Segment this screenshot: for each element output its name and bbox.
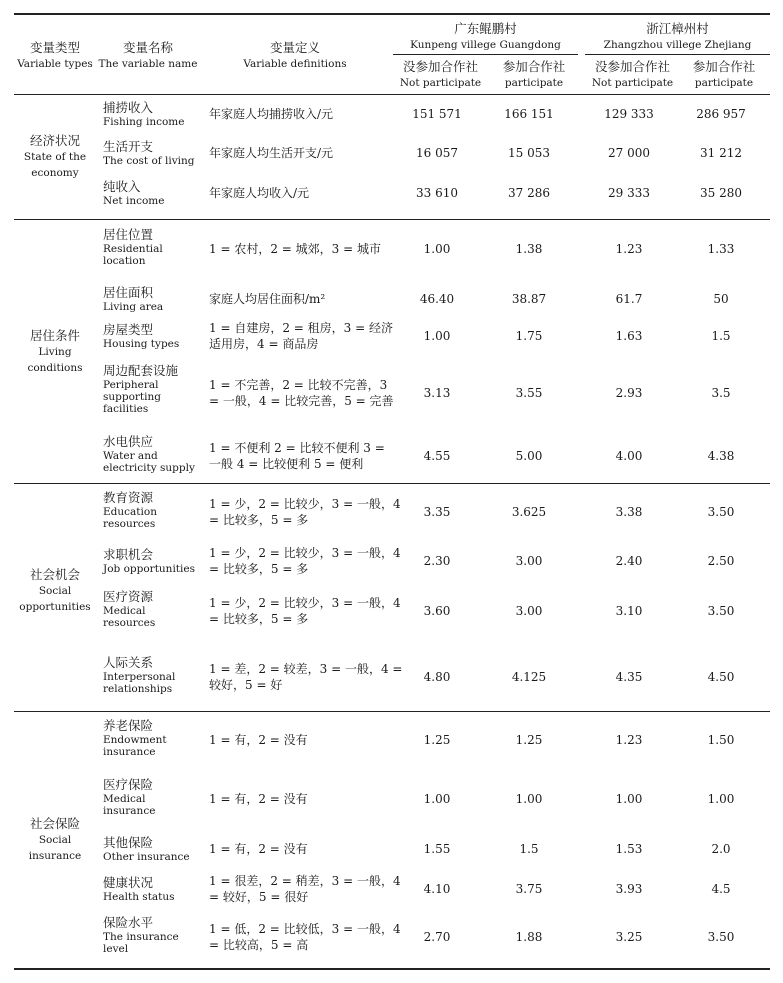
row-value-g1-participate: 3.55 bbox=[515, 386, 543, 400]
row-value-g1-participate: 4.125 bbox=[511, 670, 547, 684]
row-name-en: Interpersonal bbox=[103, 671, 176, 683]
row-variable-name bbox=[103, 320, 179, 350]
row-definition bbox=[209, 921, 401, 953]
row-value-g1-participate: 3.00 bbox=[515, 554, 543, 568]
row-value-g2-not-participate: 29 333 bbox=[608, 186, 650, 200]
row-definition-line: 一般 4 = 比较便利 5 = 便利 bbox=[209, 457, 364, 471]
row-definition-line: 年家庭人均捕捞收入/元 bbox=[209, 107, 334, 121]
row-value-g1-participate: 3.00 bbox=[515, 604, 543, 618]
row-definition-line: 年家庭人均收入/元 bbox=[209, 186, 310, 200]
row-value-g2-not-participate: 4.00 bbox=[615, 449, 643, 463]
row-value-g1-participate: 38.87 bbox=[511, 292, 547, 306]
row-name-en: The insurance bbox=[103, 931, 179, 943]
row-name-en: Water and bbox=[103, 450, 158, 462]
row-definition-line: 1 = 有，2 = 没有 bbox=[209, 733, 308, 747]
row-name-zh: 捕捞收入 bbox=[103, 100, 154, 115]
row-definition-line: 1 = 有，2 = 没有 bbox=[209, 842, 308, 856]
row-definition-line: = 较好，5 = 很好 bbox=[209, 890, 309, 904]
row-value-g2-not-participate: 2.93 bbox=[615, 386, 643, 400]
group-header-rule-2 bbox=[585, 54, 770, 55]
row-value-g1-not-participate: 1.00 bbox=[423, 792, 451, 806]
row-value-g1-participate: 37 286 bbox=[508, 186, 550, 200]
row-variable-name bbox=[103, 137, 195, 167]
row-value-g2-not-participate: 2.40 bbox=[615, 554, 643, 568]
row-definition bbox=[209, 106, 333, 122]
row-definition-line: 1 = 差，2 = 较差，3 = 一般，4 = bbox=[209, 662, 403, 676]
row-value-g1-not-participate: 1.00 bbox=[423, 242, 451, 256]
row-value-g2-participate: 4.50 bbox=[707, 670, 735, 684]
row-value-g2-participate: 4.5 bbox=[711, 882, 731, 896]
row-value-g2-not-participate: 3.93 bbox=[615, 882, 643, 896]
row-definition-line: 家庭人均居住面积/m² bbox=[209, 292, 326, 306]
row-value-g2-not-participate: 1.63 bbox=[615, 329, 643, 343]
row-value-g1-participate: 3.625 bbox=[511, 505, 547, 519]
header-group-kunpeng: 广东鲲鹏村 Kunpeng villege Guangdong bbox=[410, 21, 561, 51]
row-value-g1-not-participate: 3.35 bbox=[423, 505, 451, 519]
row-value-g2-not-participate: 129 333 bbox=[604, 107, 654, 121]
row-variable-name bbox=[103, 873, 175, 903]
row-definition-line: 1 = 不便利 2 = 比较不便利 3 = bbox=[209, 441, 385, 455]
row-definition-line: = 比较多，5 = 多 bbox=[209, 513, 309, 527]
row-value-g1-not-participate: 1.55 bbox=[423, 842, 451, 856]
row-definition-line: 1 = 低，2 = 比较低，3 = 一般，4 bbox=[209, 922, 401, 936]
row-name-en: relationships bbox=[103, 683, 173, 695]
row-value-g2-not-participate: 1.23 bbox=[615, 242, 643, 256]
row-name-zh: 健康状况 bbox=[103, 875, 154, 890]
row-name-en: resources bbox=[103, 518, 156, 530]
row-value-g2-participate: 1.00 bbox=[707, 792, 735, 806]
row-value-g1-not-participate: 1.25 bbox=[423, 733, 451, 747]
row-value-g2-not-participate: 3.10 bbox=[615, 604, 643, 618]
header-type: 变量类型 Variable types bbox=[17, 40, 93, 70]
row-name-en: Endowment bbox=[103, 734, 167, 746]
row-value-g1-participate: 1.5 bbox=[519, 842, 539, 856]
row-value-g2-participate: 4.38 bbox=[707, 449, 735, 463]
row-name-zh: 周边配套设施 bbox=[103, 363, 179, 378]
header-g2-participate: 参加合作社 participate bbox=[692, 59, 756, 89]
row-definition-line: 1 = 很差，2 = 稍差，3 = 一般，4 bbox=[209, 874, 401, 888]
row-variable-name bbox=[103, 432, 195, 474]
row-value-g2-not-participate: 1.00 bbox=[615, 792, 643, 806]
header-group-zhangzhou: 浙江樟州村 Zhangzhou villege Zhejiang bbox=[603, 21, 752, 51]
row-value-g2-not-participate: 3.25 bbox=[615, 930, 643, 944]
row-value-g2-participate: 31 212 bbox=[700, 146, 742, 160]
row-definition bbox=[209, 732, 308, 748]
group-header-rule-1 bbox=[393, 54, 578, 55]
row-name-zh: 纯收入 bbox=[103, 179, 141, 194]
row-definition bbox=[209, 145, 333, 161]
row-variable-name bbox=[103, 913, 179, 955]
row-value-g2-not-participate: 61.7 bbox=[615, 292, 643, 306]
row-value-g1-not-participate: 3.60 bbox=[423, 604, 451, 618]
row-value-g2-participate: 1.33 bbox=[707, 242, 735, 256]
header-g1-not-participate: 没参加合作社 Not participate bbox=[399, 59, 482, 89]
row-definition bbox=[209, 320, 393, 352]
row-variable-name bbox=[103, 653, 175, 695]
row-name-en: Health status bbox=[103, 891, 175, 903]
row-name-en: Fishing income bbox=[103, 116, 185, 128]
row-value-g2-participate: 1.50 bbox=[707, 733, 735, 747]
row-definition bbox=[209, 545, 401, 577]
row-name-en: resources bbox=[103, 617, 156, 629]
row-name-en: Medical bbox=[103, 605, 146, 617]
row-value-g2-participate: 3.50 bbox=[707, 505, 735, 519]
row-name-en: Net income bbox=[103, 195, 165, 207]
row-definition bbox=[209, 841, 308, 857]
row-definition bbox=[209, 440, 385, 472]
row-definition bbox=[209, 661, 402, 693]
row-definition bbox=[209, 377, 394, 409]
group-label-living: 居住条件 Living conditions bbox=[27, 328, 83, 374]
row-value-g1-not-participate: 33 610 bbox=[416, 186, 458, 200]
row-value-g1-participate: 1.25 bbox=[515, 733, 543, 747]
row-name-en: Living area bbox=[103, 301, 164, 313]
row-value-g1-participate: 1.00 bbox=[515, 792, 543, 806]
row-name-zh: 生活开支 bbox=[103, 139, 154, 154]
row-definition-line: 1 = 少，2 = 比较少，3 = 一般，4 bbox=[209, 497, 401, 511]
row-value-g2-not-participate: 4.35 bbox=[615, 670, 643, 684]
row-value-g2-not-participate: 3.38 bbox=[615, 505, 643, 519]
group-label-economy: 经济状况 State of the economy bbox=[23, 133, 87, 179]
row-name-en: Medical bbox=[103, 793, 146, 805]
row-value-g2-participate: 3.50 bbox=[707, 604, 735, 618]
header-g2-not-participate: 没参加合作社 Not participate bbox=[591, 59, 674, 89]
row-value-g2-not-participate: 27 000 bbox=[608, 146, 650, 160]
row-value-g1-not-participate: 4.80 bbox=[423, 670, 451, 684]
row-definition-line: 1 = 自建房，2 = 租房，3 = 经济 bbox=[209, 321, 393, 335]
row-definition-line: 1 = 少，2 = 比较少，3 = 一般，4 bbox=[209, 596, 401, 610]
row-definition bbox=[209, 496, 401, 528]
row-value-g1-participate: 1.38 bbox=[515, 242, 543, 256]
row-value-g2-participate: 286 957 bbox=[696, 107, 746, 121]
bottom-rule bbox=[14, 968, 770, 970]
row-variable-name bbox=[103, 98, 184, 128]
row-value-g2-participate: 3.5 bbox=[711, 386, 731, 400]
row-variable-name bbox=[103, 775, 155, 817]
row-name-zh: 保险水平 bbox=[103, 915, 154, 930]
row-value-g1-participate: 5.00 bbox=[515, 449, 543, 463]
row-name-en: location bbox=[103, 255, 146, 267]
section-rule-1 bbox=[14, 219, 770, 220]
row-name-zh: 水电供应 bbox=[103, 434, 154, 449]
row-value-g2-not-participate: 1.23 bbox=[615, 733, 643, 747]
row-name-zh: 教育资源 bbox=[103, 490, 154, 505]
row-name-en: Job opportunities bbox=[103, 563, 195, 575]
row-name-zh: 人际关系 bbox=[103, 655, 154, 670]
row-value-g1-participate: 15 053 bbox=[508, 146, 550, 160]
section-rule-2 bbox=[14, 483, 770, 484]
header-name: 变量名称 The variable name bbox=[98, 40, 198, 70]
row-name-zh: 养老保险 bbox=[103, 718, 154, 733]
row-name-en: Residential bbox=[103, 243, 163, 255]
row-value-g1-participate: 1.88 bbox=[515, 930, 543, 944]
row-value-g2-not-participate: 1.53 bbox=[615, 842, 643, 856]
row-name-en: insurance bbox=[103, 805, 156, 817]
row-definition-line: 1 = 有，2 = 没有 bbox=[209, 792, 308, 806]
row-definition-line: 适用房，4 = 商品房 bbox=[209, 337, 319, 351]
row-variable-name bbox=[103, 488, 157, 530]
row-definition-line: = 一般，4 = 比较完善，5 = 完善 bbox=[209, 394, 394, 408]
row-value-g1-participate: 3.75 bbox=[515, 882, 543, 896]
row-definition bbox=[209, 241, 381, 257]
row-value-g2-participate: 1.5 bbox=[711, 329, 731, 343]
row-name-zh: 居住面积 bbox=[103, 285, 154, 300]
row-variable-name bbox=[103, 716, 167, 758]
row-definition bbox=[209, 291, 325, 307]
group-label-opportunities: 社会机会 Social opportunities bbox=[19, 567, 91, 613]
row-value-g2-participate: 2.50 bbox=[707, 554, 735, 568]
row-value-g1-not-participate: 4.55 bbox=[423, 449, 451, 463]
header-definition: 变量定义 Variable definitions bbox=[243, 40, 347, 70]
row-name-en: supporting bbox=[103, 391, 161, 403]
group-label-insurance: 社会保险 Social insurance bbox=[28, 816, 82, 862]
header-g1-participate: 参加合作社 participate bbox=[502, 59, 566, 89]
row-variable-name bbox=[103, 177, 164, 207]
row-name-zh: 医疗保险 bbox=[103, 777, 154, 792]
row-name-en: Education bbox=[103, 506, 157, 518]
row-variable-name bbox=[103, 283, 163, 313]
row-name-en: Other insurance bbox=[103, 851, 190, 863]
row-value-g1-not-participate: 16 057 bbox=[416, 146, 458, 160]
top-rule bbox=[14, 13, 770, 15]
row-variable-name bbox=[103, 361, 178, 415]
row-definition-line: 年家庭人均生活开支/元 bbox=[209, 146, 334, 160]
row-value-g2-participate: 50 bbox=[713, 292, 729, 306]
row-value-g1-not-participate: 2.30 bbox=[423, 554, 451, 568]
row-name-en: insurance bbox=[103, 746, 156, 758]
row-variable-name bbox=[103, 225, 163, 267]
row-name-en: Housing types bbox=[103, 338, 180, 350]
row-value-g1-not-participate: 4.10 bbox=[423, 882, 451, 896]
row-definition-line: 1 = 农村，2 = 城郊，3 = 城市 bbox=[209, 242, 381, 256]
row-definition-line: = 比较高，5 = 高 bbox=[209, 938, 309, 952]
row-name-en: Peripheral bbox=[103, 379, 159, 391]
row-value-g2-participate: 35 280 bbox=[700, 186, 742, 200]
row-name-en: level bbox=[103, 943, 129, 955]
row-name-zh: 求职机会 bbox=[103, 547, 154, 562]
row-value-g1-not-participate: 151 571 bbox=[412, 107, 462, 121]
row-definition bbox=[209, 873, 401, 905]
row-value-g2-participate: 3.50 bbox=[707, 930, 735, 944]
row-value-g1-not-participate: 46.40 bbox=[419, 292, 455, 306]
row-name-en: The cost of living bbox=[103, 155, 195, 167]
row-value-g2-participate: 2.0 bbox=[711, 842, 731, 856]
row-definition bbox=[209, 791, 308, 807]
row-value-g1-not-participate: 2.70 bbox=[423, 930, 451, 944]
row-variable-name bbox=[103, 545, 195, 575]
row-variable-name bbox=[103, 587, 155, 629]
row-definition bbox=[209, 595, 401, 627]
row-variable-name bbox=[103, 833, 190, 863]
header-bottom-rule bbox=[14, 94, 770, 95]
row-value-g1-participate: 166 151 bbox=[504, 107, 554, 121]
row-definition-line: 较好，5 = 好 bbox=[209, 678, 283, 692]
row-value-g1-participate: 1.75 bbox=[515, 329, 543, 343]
row-definition bbox=[209, 185, 309, 201]
row-definition-line: 1 = 不完善，2 = 比较不完善，3 bbox=[209, 378, 388, 392]
row-name-zh: 医疗资源 bbox=[103, 589, 154, 604]
section-rule-3 bbox=[14, 711, 770, 712]
row-name-zh: 其他保险 bbox=[103, 835, 154, 850]
row-name-en: electricity supply bbox=[103, 462, 195, 474]
row-value-g1-not-participate: 1.00 bbox=[423, 329, 451, 343]
row-definition-line: 1 = 少，2 = 比较少，3 = 一般，4 bbox=[209, 546, 401, 560]
row-name-zh: 房屋类型 bbox=[103, 322, 154, 337]
row-value-g1-not-participate: 3.13 bbox=[423, 386, 451, 400]
row-name-zh: 居住位置 bbox=[103, 227, 154, 242]
row-name-en: facilities bbox=[103, 403, 149, 415]
row-definition-line: = 比较多，5 = 多 bbox=[209, 612, 309, 626]
row-definition-line: = 比较多，5 = 多 bbox=[209, 562, 309, 576]
